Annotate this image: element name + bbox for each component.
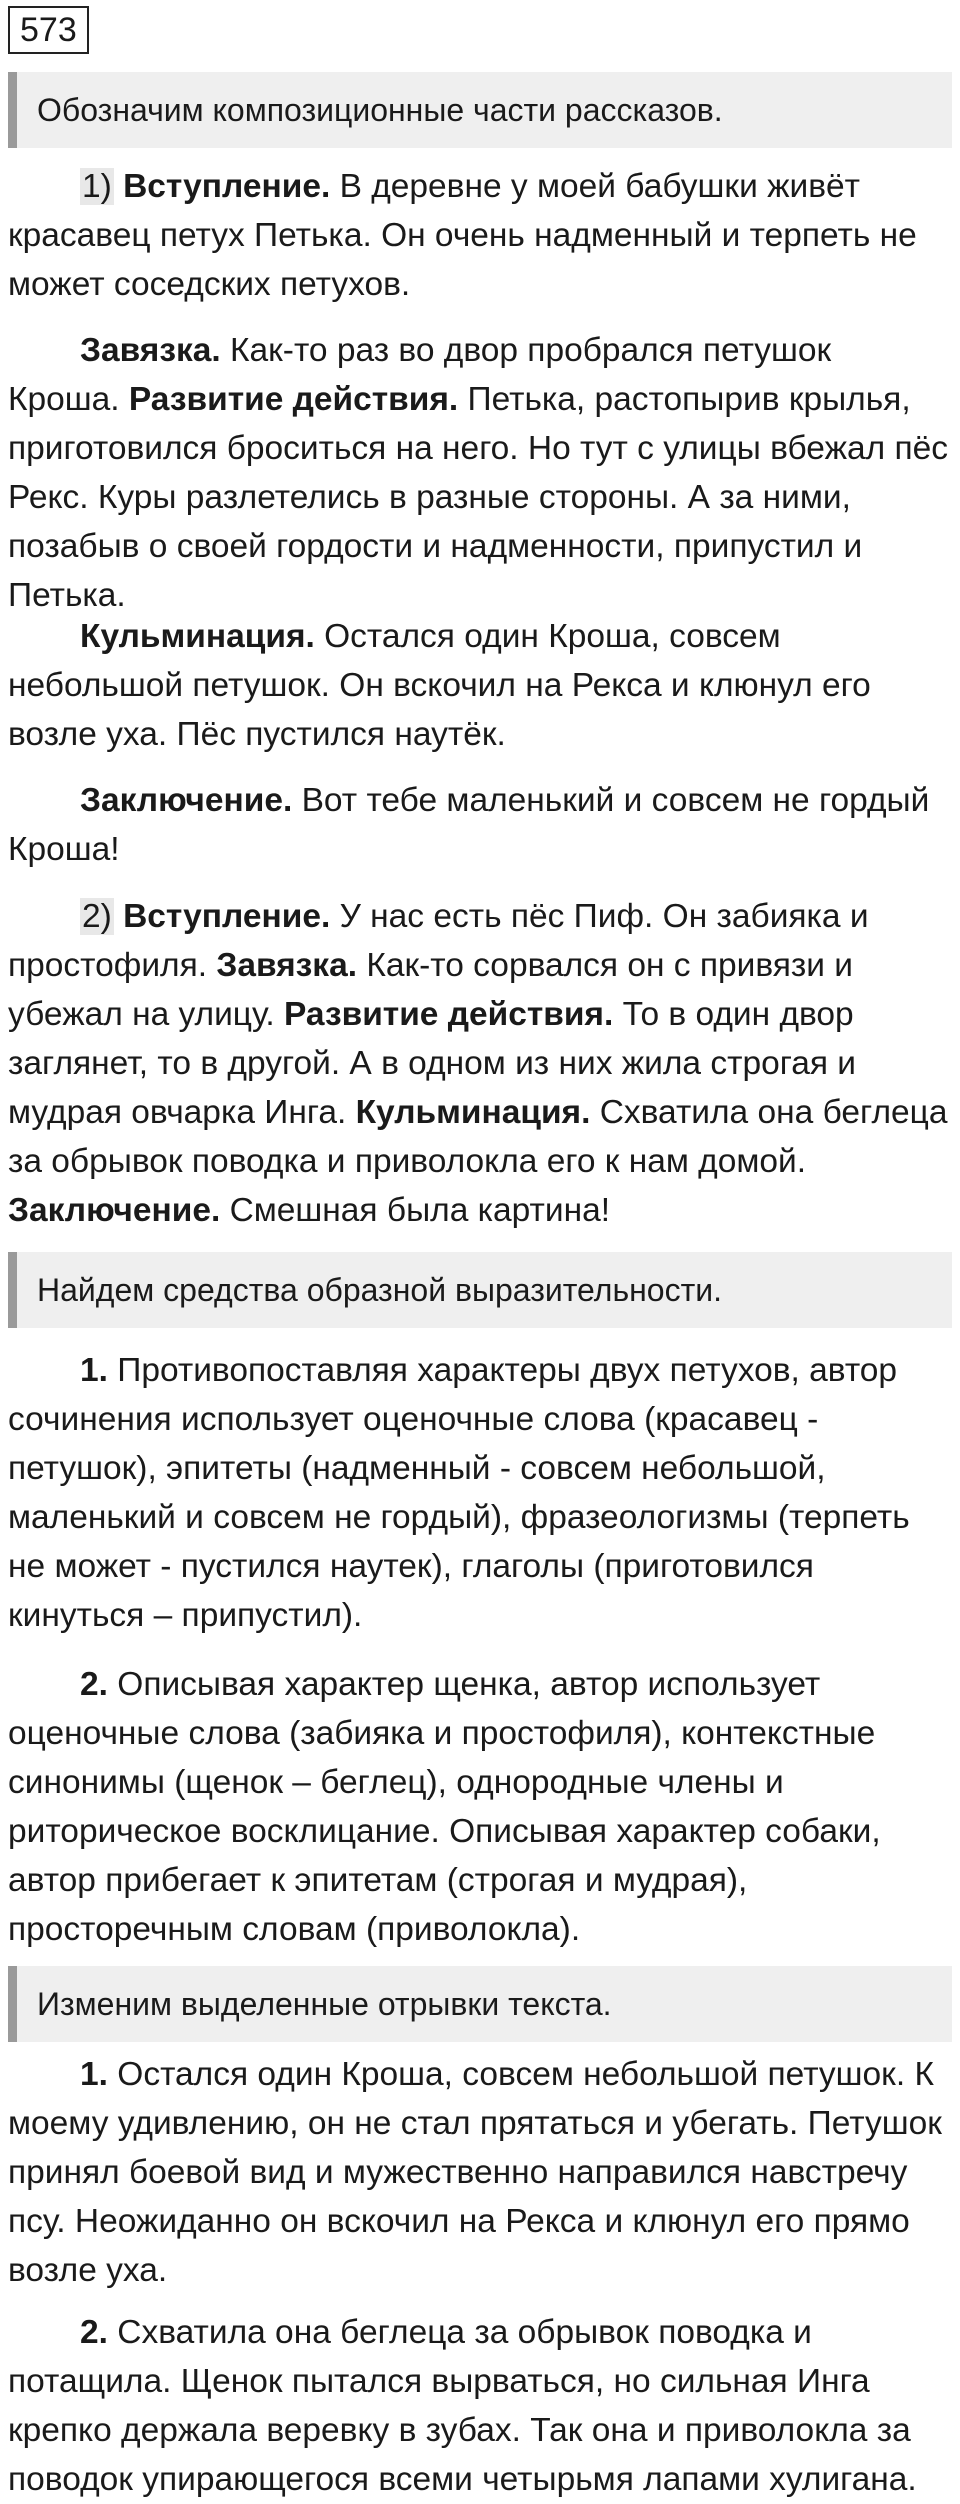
bold-term: Кульминация. [355, 1094, 591, 1131]
story-number: 1) [82, 168, 112, 205]
paragraph-story1-plot: Завязка. Как-то раз во двор пробрался петушок Кроша. Развитие действия. Петька, растопырив крылья, приготовился броситься на него. Но тут с улицы вбежал пёс Рекс. Куры разлетелись в разные стороны. А за ними, позабыв о своей гордости и надменности, припустил и Петька. [8, 332, 948, 614]
story-number: 2) [82, 898, 112, 935]
paragraph-story1-intro: 1) Вступление. В деревне у моей бабушки живёт красавец петух Петька. Он очень надменный и терпеть не может соседских петухов. [8, 168, 917, 303]
bold-term: 2. [80, 2314, 108, 2351]
bold-term: 1. [80, 2056, 108, 2093]
bold-term: Кульминация. [80, 618, 315, 655]
bold-term: Завязка. [80, 332, 221, 369]
section-heading-composition: Обозначим композиционные части рассказов. [8, 72, 952, 148]
paragraph-rewrite-2: 2. Схватила она беглеца за обрывок поводка и потащила. Щенок пытался вырваться, но сильная Инга крепко держала веревку в зубах. Так она и приволокла за поводок упирающегося всеми четырьмя лапами хулигана. [8, 2314, 917, 2498]
paragraph-means-1: 1. Противопоставляя характеры двух петухов, автор сочинения использует оценочные слова (красавец - петушок), эпитеты (надменный - совсем небольшой, маленький и совсем не гордый), фразеологизмы (терпеть не может - пустился наутек), глаголы (приготовился кинуться – припустил). [8, 1352, 910, 1634]
bold-term: Развитие действия. [128, 381, 459, 418]
bold-term: Заключение. [8, 1192, 221, 1229]
section-heading-expressive-means: Найдем средства образной выразительности. [8, 1252, 952, 1328]
paragraph-story2: 2) Вступление. У нас есть пёс Пиф. Он забияка и простофиля. Завязка. Как-то сорвался он с привязи и убежал на улицу. Развитие действия. То в один двор заглянет, то в другой. А в одном из них жила строгая и мудрая овчарка Инга. Кульминация. Схватила она беглеца за обрывок поводка и приволокла его к нам домой. Заключение. Смешная была картина! [8, 898, 948, 1229]
exercise-number: 573 [8, 6, 89, 54]
bold-term: 1. [80, 1352, 108, 1389]
bold-term: 2. [80, 1666, 108, 1703]
paragraph-story1-climax: Кульминация. Остался один Кроша, совсем небольшой петушок. Он вскочил на Рекса и клюнул его возле уха. Пёс пустился наутёк. [8, 618, 871, 753]
paragraph-rewrite-1: 1. Остался один Кроша, совсем небольшой петушок. К моему удивлению, он не стал прятаться и убегать. Петушок принял боевой вид и мужественно направился навстречу псу. Неожиданно он вскочил на Рекса и клюнул его прямо возле уха. [8, 2056, 942, 2289]
bold-term: Вступление. [123, 898, 331, 935]
section-heading-rewrite: Изменим выделенные отрывки текста. [8, 1966, 952, 2042]
bold-term: Заключение. [80, 782, 293, 819]
bold-term: Завязка. [216, 947, 358, 984]
bold-term: Развитие действия. [284, 996, 614, 1033]
paragraph-means-2: 2. Описывая характер щенка, автор использует оценочные слова (забияка и простофиля), контекстные синонимы (щенок – беглец), однородные члены и риторическое восклицание. Описывая характер собаки, автор прибегает к эпитетам (строгая и мудрая), просторечным словам (приволокла). [8, 1666, 881, 1948]
bold-term: Вступление. [123, 168, 331, 205]
paragraph-story1-ending: Заключение. Вот тебе маленький и совсем не гордый Кроша! [8, 782, 930, 868]
